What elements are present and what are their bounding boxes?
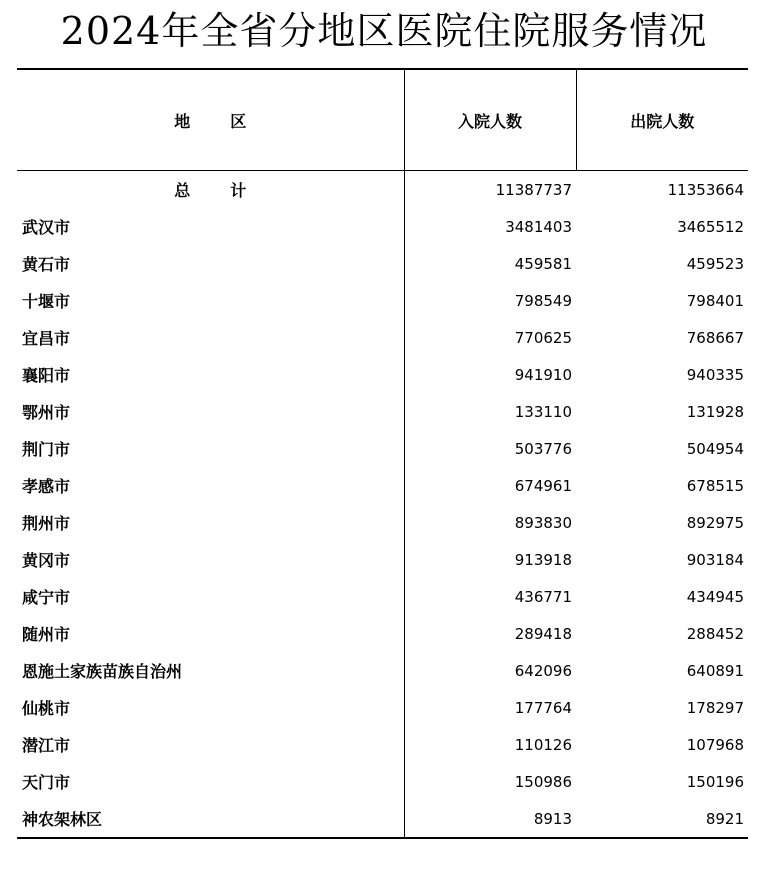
table-row xyxy=(17,578,748,615)
region-cell: 神农架林区 xyxy=(17,800,404,838)
admissions-cell: 11387737 xyxy=(495,180,572,199)
table-row xyxy=(17,800,748,838)
region-cell: 黄冈市 xyxy=(17,541,404,578)
table-row xyxy=(17,430,748,467)
region-cell: 孝感市 xyxy=(17,467,404,504)
discharges-cell: 150196 xyxy=(686,772,744,791)
table-row xyxy=(17,319,748,356)
region-cell: 恩施土家族苗族自治州 xyxy=(17,652,404,689)
discharges-cell: 768667 xyxy=(686,328,744,347)
admissions-cell: 642096 xyxy=(514,661,572,680)
region-cell: 天门市 xyxy=(17,763,404,800)
discharges-cell: 892975 xyxy=(686,513,744,532)
region-cell: 荆州市 xyxy=(17,504,404,541)
admissions-cell: 150986 xyxy=(514,772,572,791)
table-body xyxy=(17,171,748,839)
table-row xyxy=(17,615,748,652)
discharges-cell: 459523 xyxy=(686,254,744,273)
table-row-total xyxy=(17,171,748,209)
table-row xyxy=(17,541,748,578)
discharges-cell: 107968 xyxy=(686,735,744,754)
discharges-cell: 178297 xyxy=(686,698,744,717)
discharges-cell: 504954 xyxy=(686,439,744,458)
table-row xyxy=(17,208,748,245)
region-cell: 襄阳市 xyxy=(17,356,404,393)
table-row xyxy=(17,652,748,689)
admissions-cell: 770625 xyxy=(514,328,572,347)
hospital-inpatient-table xyxy=(17,68,748,839)
region-cell: 武汉市 xyxy=(17,208,404,245)
region-cell: 荆门市 xyxy=(17,430,404,467)
admissions-cell: 289418 xyxy=(514,624,572,643)
region-cell: 咸宁市 xyxy=(17,578,404,615)
discharges-cell: 940335 xyxy=(686,365,744,384)
discharges-cell: 3465512 xyxy=(677,217,744,236)
table-row xyxy=(17,393,748,430)
header-discharges: 出院人数 xyxy=(576,69,748,171)
table-row xyxy=(17,356,748,393)
table-row xyxy=(17,245,748,282)
statistics-table-container xyxy=(17,68,748,839)
admissions-cell: 3481403 xyxy=(505,217,572,236)
region-cell: 宜昌市 xyxy=(17,319,404,356)
discharges-cell: 678515 xyxy=(686,476,744,495)
table-row xyxy=(17,467,748,504)
admissions-cell: 8913 xyxy=(404,800,576,838)
discharges-cell: 8921 xyxy=(576,800,748,838)
discharges-cell: 11353664 xyxy=(667,180,744,199)
header-admissions: 入院人数 xyxy=(404,69,576,171)
discharges-cell: 434945 xyxy=(686,587,744,606)
region-cell: 鄂州市 xyxy=(17,393,404,430)
table-row xyxy=(17,282,748,319)
table-header-row xyxy=(17,69,748,171)
page-title: 2024年全省分地区医院住院服务情况 xyxy=(60,9,708,53)
admissions-cell: 177764 xyxy=(514,698,572,717)
discharges-cell: 640891 xyxy=(686,661,744,680)
admissions-cell: 459581 xyxy=(514,254,572,273)
table-row xyxy=(17,763,748,800)
admissions-cell: 110126 xyxy=(514,735,572,754)
region-cell: 仙桃市 xyxy=(17,689,404,726)
region-cell: 随州市 xyxy=(17,615,404,652)
region-cell: 十堰市 xyxy=(17,282,404,319)
admissions-cell: 503776 xyxy=(514,439,572,458)
admissions-cell: 798549 xyxy=(514,291,572,310)
table-row xyxy=(17,504,748,541)
discharges-cell: 131928 xyxy=(686,402,744,421)
region-cell: 总计 xyxy=(17,171,404,209)
header-region: 地区 xyxy=(17,69,404,171)
admissions-cell: 893830 xyxy=(514,513,572,532)
admissions-cell: 913918 xyxy=(514,550,572,569)
table-row xyxy=(17,689,748,726)
table-row xyxy=(17,726,748,763)
discharges-cell: 288452 xyxy=(686,624,744,643)
admissions-cell: 941910 xyxy=(514,365,572,384)
admissions-cell: 133110 xyxy=(514,402,572,421)
discharges-cell: 903184 xyxy=(686,550,744,569)
discharges-cell: 798401 xyxy=(686,291,744,310)
admissions-cell: 436771 xyxy=(514,587,572,606)
region-cell: 黄石市 xyxy=(17,245,404,282)
region-cell: 潜江市 xyxy=(17,726,404,763)
admissions-cell: 674961 xyxy=(514,476,572,495)
